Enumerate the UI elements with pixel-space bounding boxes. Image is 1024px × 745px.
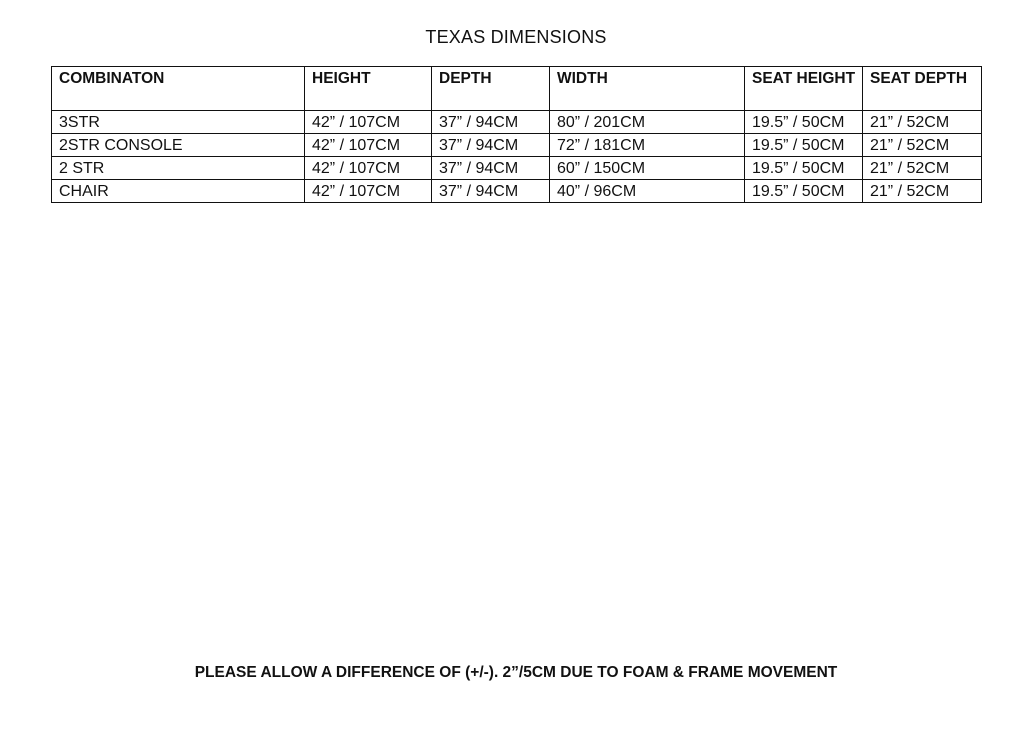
header-height: HEIGHT [305,67,432,111]
cell-seat-depth: 21” / 52CM [863,134,982,157]
cell-width: 60” / 150CM [550,157,745,180]
cell-combination: 2 STR [52,157,305,180]
table-row [52,157,982,180]
cell-seat-depth: 21” / 52CM [863,157,982,180]
cell-combination: 3STR [52,111,305,134]
dimensions-table [51,66,982,203]
table-row [52,134,982,157]
header-combination: COMBINATON [52,67,305,111]
table-row [52,180,982,203]
header-seat-height: SEAT HEIGHT [745,67,863,111]
document-title: TEXAS DIMENSIONS [425,27,607,47]
header-seat-depth: SEAT DEPTH [863,67,982,111]
cell-height: 42” / 107CM [305,111,432,134]
cell-depth: 37” / 94CM [432,180,550,203]
tolerance-note: PLEASE ALLOW A DIFFERENCE OF (+/-). 2”/5CM DUE TO FOAM & FRAME MOVEMENT [194,664,838,681]
cell-height: 42” / 107CM [305,134,432,157]
cell-depth: 37” / 94CM [432,134,550,157]
header-row [52,67,982,111]
cell-width: 72” / 181CM [550,134,745,157]
cell-height: 42” / 107CM [305,157,432,180]
cell-seat-depth: 21” / 52CM [863,180,982,203]
cell-height: 42” / 107CM [305,180,432,203]
cell-seat-height: 19.5” / 50CM [745,180,863,203]
header-depth: DEPTH [432,67,550,111]
cell-seat-depth: 21” / 52CM [863,111,982,134]
cell-seat-height: 19.5” / 50CM [745,111,863,134]
table-row [52,111,982,134]
cell-width: 80” / 201CM [550,111,745,134]
cell-width: 40” / 96CM [550,180,745,203]
cell-combination: 2STR CONSOLE [52,134,305,157]
cell-seat-height: 19.5” / 50CM [745,134,863,157]
table-body [52,111,982,203]
table-header [52,67,982,111]
header-width: WIDTH [550,67,745,111]
cell-depth: 37” / 94CM [432,111,550,134]
cell-depth: 37” / 94CM [432,157,550,180]
cell-seat-height: 19.5” / 50CM [745,157,863,180]
cell-combination: CHAIR [52,180,305,203]
